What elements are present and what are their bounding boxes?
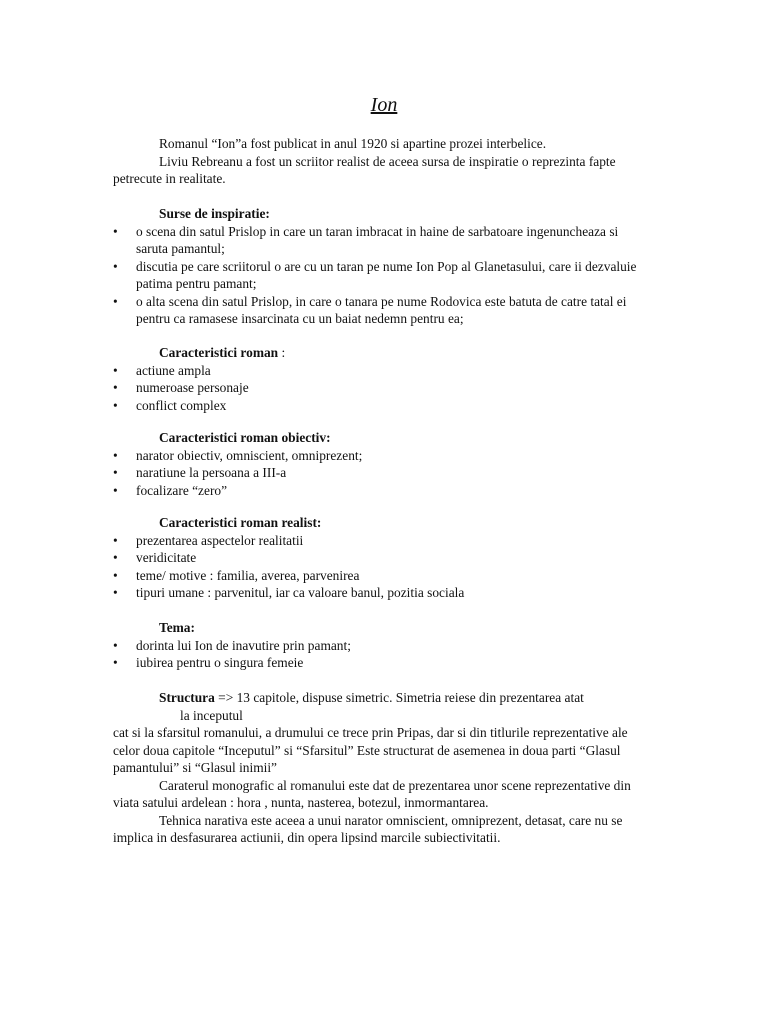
list-item: • veridicitate [113,549,653,567]
document-title: Ion [370,94,398,116]
list-item: • dorinta lui Ion de inavutire prin pamant; [113,637,653,655]
caract-list [113,362,653,415]
obiectiv-list [113,447,653,500]
structura-heading: Structura => 13 capitole, dispuse simetric. Simetria reiese din prezentarea atat [159,690,584,705]
tehnica-paragraph: Tehnica narativa este aceea a unui narator omniscient, omniprezent, detasat, care nu se implica in desfasurarea actiunii, din opera lipsind marcile subiectivitatii. [113,812,623,845]
caract-section [113,344,653,414]
list-item: • naratiune la persoana a III-a [113,464,653,482]
intro-section [113,135,653,188]
list-item: • prezentarea aspectelor realitatii [113,532,653,550]
caract-heading: Caracteristici roman : [159,345,286,360]
surse-heading: Surse de inspiratie: [159,206,270,221]
list-item: • o scena din satul Prislop in care un taran imbracat in haine de sarbatoare ingenuncheaza si saruta pamantul; [113,223,653,258]
list-item: • conflict complex [113,397,653,415]
tema-heading: Tema: [159,620,195,635]
list-item: • o alta scena din satul Prislop, in care o tanara pe nume Rodovica este batuta de catre tatal ei pentru ca ramasese insarcinata cu un baiat nedemn pentru ea; [113,293,653,328]
list-item: • narator obiectiv, omniscient, omniprezent; [113,447,653,465]
list-item: • iubirea pentru o singura femeie [113,654,653,672]
structura-section [113,689,653,847]
obiectiv-heading: Caracteristici roman obiectiv: [159,430,331,445]
list-item: • tipuri umane : parvenitul, iar ca valoare banul, pozitia sociala [113,584,653,602]
intro-paragraph-2: Liviu Rebreanu a fost un scriitor realist de aceea sursa de inspiratie o reprezinta fapte petrecute in realitate. [113,153,616,186]
surse-section [113,205,653,328]
intro-paragraph-1: Romanul “Ion”a fost publicat in anul 1920 si apartine prozei interbelice. [159,136,547,151]
tema-section [113,619,653,672]
realist-list [113,532,653,602]
list-item: • focalizare “zero” [113,482,653,500]
list-item: • teme/ motive : familia, averea, parvenirea [113,567,653,585]
list-item: • discutia pe care scriitorul o are cu un taran pe nume Ion Pop al Glanetasului, care ii dezvaluie patima pentru pamant; [113,258,653,293]
tema-list [113,637,653,672]
structura-paragraph: cat si la sfarsitul romanului, a drumului ce trece prin Pripas, dar si din titlurile reprezentative ale celor doua capitole “Inceputul” si “Sfarsitul” Este structurat de asemenea in doua parti “Glasul pamantului” si “Glasul inimii” [113,725,628,775]
list-item: • actiune ampla [113,362,653,380]
realist-section [113,514,653,602]
monografic-paragraph: Caraterul monografic al romanului este dat de prezentarea unor scene reprezentative din viata satului ardelean : hora , nunta, nasterea, botezul, inmormantarea. [113,777,631,810]
realist-heading: Caracteristici roman realist: [159,515,322,530]
structura-line-2: la inceputul [180,707,243,723]
obiectiv-section [113,429,653,499]
list-item: • numeroase personaje [113,379,653,397]
surse-list [113,223,653,328]
